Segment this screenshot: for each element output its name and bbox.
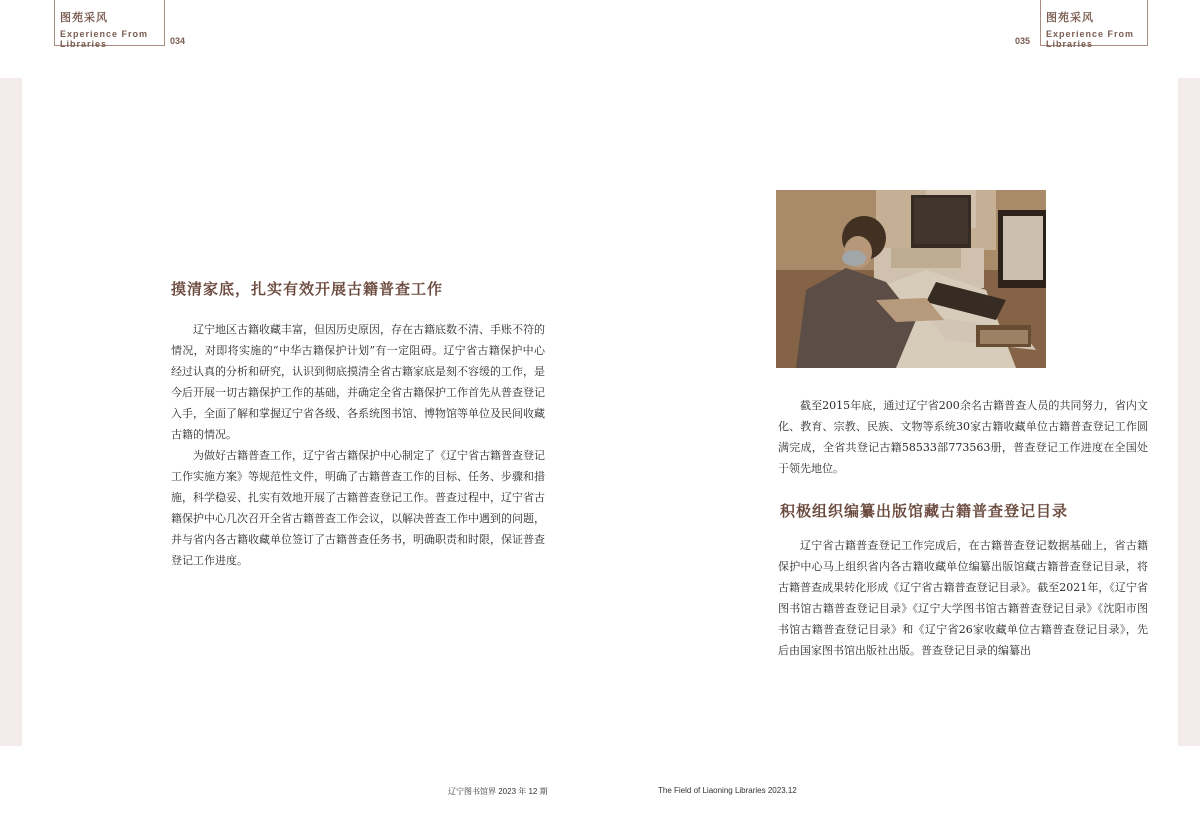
page-number-left: 034 [170,36,186,46]
header-column-left [60,9,148,49]
paragraph: 辽宁省古籍普查登记工作完成后，在古籍普查登记数据基础上，省古籍保护中心马上组织省内各古籍收藏单位编纂出版馆藏古籍普查登记目录，将古籍普查成果转化形成《辽宁省古籍普查登记目录》。截至2021年，《辽宁省图书馆古籍普查登记目录》《辽宁大学图书馆古籍普查登记目录》《沈阳市图书馆古籍普查登记目录》和《辽宁省26家收藏单位古籍普查登记目录》，先后由国家图书馆出版社出版。普查登记目录的编纂出 [778,539,1148,657]
section-title-survey: 摸清家底，扎实有效开展古籍普查工作 [171,280,444,298]
section-title-catalog: 积极组织编纂出版馆藏古籍普查登记目录 [780,502,1069,520]
paragraph: 辽宁地区古籍收藏丰富，但因历史原因，存在古籍底数不清、手账不符的情况，对即将实施的“中华古籍保护计划”有一定阻碍。辽宁省古籍保护中心经过认真的分析和研究，认识到彻底摸清全省古籍家底是刻不容缓的工作，是今后开展一切古籍保护工作的基础，并确定全省古籍保护工作首先从普查登记入手，全面了解和掌握辽宁省各级、各系统图书馆、博物馆等单位及民间收藏古籍的情况。 [171,323,545,441]
left-body-text [171,319,545,571]
column-name-en-1: Experience From [60,29,149,39]
photo-librarian-at-computer [776,190,1046,368]
right-body-text-2 [778,535,1148,661]
right-edge-band [1178,78,1200,746]
paragraph: 为做好古籍普查工作，辽宁省古籍保护中心制定了《辽宁省古籍普查登记工作实施方案》等规范性文件，明确了古籍普查工作的目标、任务、步骤和措施，科学稳妥、扎实有效地开展了古籍普查登记工作。普查过程中，辽宁省古籍保护中心几次召开全省古籍普查工作会议，以解决普查工作中遇到的问题，并与省内各古籍收藏单位签订了古籍普查任务书，明确职责和时限，保证普查登记工作进度。 [171,449,545,567]
right-body-text-1 [778,395,1148,479]
column-name-cn: 图苑采风 [60,12,108,24]
header-column-right [1046,9,1134,49]
header-rule-right-2 [1147,0,1148,46]
header-rule-left [54,0,55,46]
footer-right: The Field of Liaoning Libraries 2023.12 [658,786,797,795]
footer-left: 辽宁图书馆界 2023 年 12 期 [448,787,548,796]
header-rule-right [1040,0,1041,46]
column-name-en-2: Libraries [60,39,108,49]
column-name-en-2: Libraries [1046,39,1094,49]
page-number-right: 035 [1015,36,1031,46]
column-name-cn: 图苑采风 [1046,12,1094,24]
left-edge-band [0,78,22,746]
header-rule-left-2 [164,0,165,46]
column-name-en-1: Experience From [1046,29,1135,39]
paragraph: 截至2015年底，通过辽宁省200余名古籍普查人员的共同努力，省内文化、教育、宗教、民族、文物等系统30家古籍收藏单位古籍普查登记工作圆满完成，全省共登记古籍58533部773563册，普查登记工作进度在全国处于领先地位。 [778,399,1148,475]
